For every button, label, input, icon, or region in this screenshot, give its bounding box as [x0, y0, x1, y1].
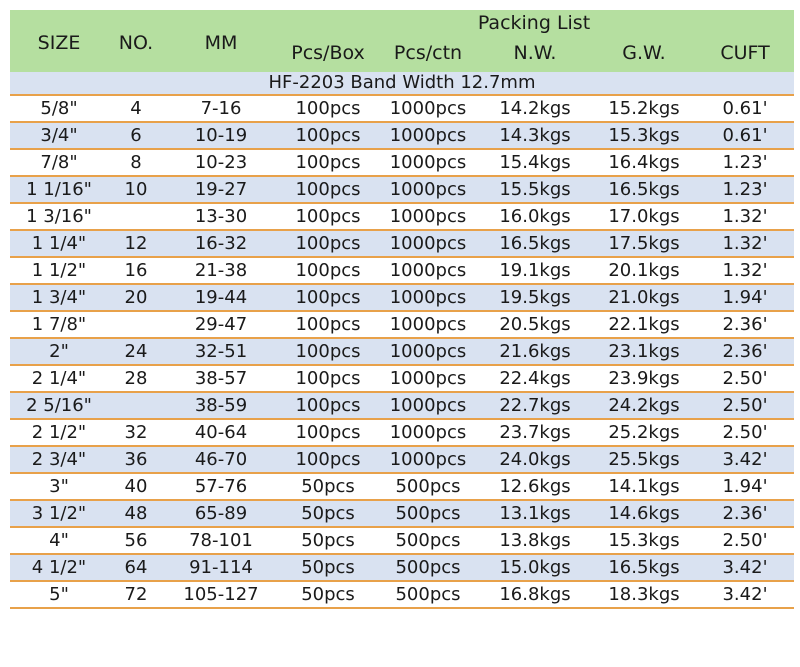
- cell-gw: 24.2kgs: [608, 395, 680, 416]
- cell-pcs-ctn: 1000pcs: [389, 422, 467, 443]
- cell-pcs-box: 50pcs: [301, 530, 355, 551]
- header-packing-list: Packing List: [477, 12, 591, 34]
- cell-size: 1 3/16": [26, 206, 92, 227]
- cell-pcs-ctn: 1000pcs: [389, 233, 467, 254]
- cell-size: 1 1/16": [26, 179, 92, 200]
- cell-nw: 16.5kgs: [499, 233, 571, 254]
- cell-no: 12: [124, 233, 148, 254]
- cell-nw: 14.2kgs: [499, 98, 571, 119]
- cell-mm: 19-27: [194, 179, 248, 200]
- cell-size: 4 1/2": [31, 557, 87, 578]
- cell-cuft: 0.61': [722, 125, 768, 146]
- table-row: [10, 501, 794, 526]
- cell-cuft: 1.23': [722, 179, 768, 200]
- cell-pcs-box: 100pcs: [295, 314, 361, 335]
- cell-pcs-ctn: 1000pcs: [389, 260, 467, 281]
- cell-size: 2 3/4": [31, 449, 87, 470]
- cell-gw: 16.4kgs: [608, 152, 680, 173]
- cell-no: [108, 204, 164, 229]
- table-row: [10, 150, 794, 175]
- cell-pcs-box: 50pcs: [301, 503, 355, 524]
- cell-no: 56: [124, 530, 148, 551]
- cell-pcs-ctn: 1000pcs: [389, 125, 467, 146]
- cell-nw: 12.6kgs: [499, 476, 571, 497]
- cell-nw: 14.3kgs: [499, 125, 571, 146]
- cell-pcs-ctn: 1000pcs: [389, 368, 467, 389]
- table-row: [10, 582, 794, 607]
- cell-nw: 20.5kgs: [499, 314, 571, 335]
- cell-cuft: 1.23': [722, 152, 768, 173]
- cell-pcs-box: 100pcs: [295, 449, 361, 470]
- cell-gw: 22.1kgs: [608, 314, 680, 335]
- cell-pcs-ctn: 500pcs: [395, 503, 461, 524]
- table-row: [10, 204, 794, 229]
- cell-nw: 16.0kgs: [499, 206, 571, 227]
- cell-gw: 25.5kgs: [608, 449, 680, 470]
- cell-nw: 15.4kgs: [499, 152, 571, 173]
- cell-nw: 24.0kgs: [499, 449, 571, 470]
- cell-size: 1 7/8": [31, 314, 87, 335]
- cell-cuft: 2.36': [722, 314, 768, 335]
- cell-size: 3 1/2": [31, 503, 87, 524]
- cell-size: 5/8": [40, 98, 78, 119]
- cell-gw: 17.5kgs: [608, 233, 680, 254]
- cell-pcs-box: 50pcs: [301, 557, 355, 578]
- cell-gw: 20.1kgs: [608, 260, 680, 281]
- table-body: [10, 96, 794, 609]
- cell-pcs-ctn: 1000pcs: [389, 179, 467, 200]
- cell-no: 36: [124, 449, 148, 470]
- cell-size: 1 1/4": [31, 233, 87, 254]
- cell-no: 48: [124, 503, 148, 524]
- table-row: [10, 366, 794, 391]
- cell-pcs-box: 100pcs: [295, 341, 361, 362]
- cell-pcs-box: 100pcs: [295, 260, 361, 281]
- header-no: NO.: [118, 32, 154, 54]
- table-row: [10, 555, 794, 580]
- cell-no: 6: [130, 125, 142, 146]
- cell-cuft: 1.94': [722, 287, 768, 308]
- cell-nw: 22.7kgs: [499, 395, 571, 416]
- cell-mm: 57-76: [194, 476, 248, 497]
- cell-no: 20: [124, 287, 148, 308]
- cell-no: 28: [124, 368, 148, 389]
- cell-cuft: 2.50': [722, 530, 768, 551]
- cell-mm: 19-44: [194, 287, 248, 308]
- cell-gw: 16.5kgs: [608, 557, 680, 578]
- cell-size: 7/8": [40, 152, 78, 173]
- cell-pcs-ctn: 1000pcs: [389, 314, 467, 335]
- table-row: [10, 393, 794, 418]
- cell-cuft: 2.50': [722, 422, 768, 443]
- cell-pcs-ctn: 500pcs: [395, 584, 461, 605]
- cell-nw: 16.8kgs: [499, 584, 571, 605]
- cell-nw: 15.5kgs: [499, 179, 571, 200]
- cell-mm: 32-51: [194, 341, 248, 362]
- cell-nw: 19.1kgs: [499, 260, 571, 281]
- cell-nw: 13.1kgs: [499, 503, 571, 524]
- cell-mm: 78-101: [189, 530, 253, 551]
- cell-size: 4": [49, 530, 69, 551]
- cell-pcs-box: 100pcs: [295, 152, 361, 173]
- cell-mm: 91-114: [189, 557, 253, 578]
- cell-no: 72: [124, 584, 148, 605]
- cell-no: 32: [124, 422, 148, 443]
- cell-pcs-ctn: 1000pcs: [389, 341, 467, 362]
- cell-cuft: 3.42': [722, 557, 768, 578]
- cell-cuft: 0.61': [722, 98, 768, 119]
- cell-pcs-ctn: 1000pcs: [389, 206, 467, 227]
- cell-no: 10: [124, 179, 148, 200]
- cell-pcs-box: 100pcs: [295, 125, 361, 146]
- cell-nw: 19.5kgs: [499, 287, 571, 308]
- cell-mm: 10-23: [194, 152, 248, 173]
- cell-no: 64: [124, 557, 148, 578]
- cell-size: 3": [49, 476, 69, 497]
- cell-pcs-ctn: 500pcs: [395, 530, 461, 551]
- cell-cuft: 2.36': [722, 503, 768, 524]
- cell-size: 2 1/2": [31, 422, 87, 443]
- header-cuft: CUFT: [720, 42, 770, 64]
- table-row: [10, 285, 794, 310]
- cell-cuft: 2.50': [722, 395, 768, 416]
- table-row: [10, 96, 794, 121]
- cell-pcs-ctn: 1000pcs: [389, 152, 467, 173]
- cell-gw: 23.9kgs: [608, 368, 680, 389]
- cell-gw: 23.1kgs: [608, 341, 680, 362]
- cell-mm: 46-70: [194, 449, 248, 470]
- table-row: [10, 258, 794, 283]
- cell-pcs-box: 100pcs: [295, 287, 361, 308]
- cell-mm: 21-38: [194, 260, 248, 281]
- cell-no: 16: [124, 260, 148, 281]
- cell-pcs-box: 50pcs: [301, 584, 355, 605]
- table-row: [10, 123, 794, 148]
- cell-no: 24: [124, 341, 148, 362]
- cell-size: 1 1/2": [31, 260, 87, 281]
- cell-mm: 10-19: [194, 125, 248, 146]
- cell-pcs-box: 100pcs: [295, 368, 361, 389]
- cell-gw: 15.3kgs: [608, 530, 680, 551]
- cell-nw: 22.4kgs: [499, 368, 571, 389]
- cell-cuft: 3.42': [722, 449, 768, 470]
- cell-pcs-box: 100pcs: [295, 422, 361, 443]
- cell-cuft: 2.50': [722, 368, 768, 389]
- cell-no: 4: [130, 98, 142, 119]
- cell-mm: 40-64: [194, 422, 248, 443]
- cell-pcs-box: 50pcs: [301, 476, 355, 497]
- cell-pcs-ctn: 1000pcs: [389, 395, 467, 416]
- cell-cuft: 2.36': [722, 341, 768, 362]
- cell-size: 1 3/4": [31, 287, 87, 308]
- cell-gw: 14.6kgs: [608, 503, 680, 524]
- model-band: HF-2203 Band Width 12.7mm: [10, 72, 794, 94]
- cell-gw: 16.5kgs: [608, 179, 680, 200]
- cell-gw: 21.0kgs: [608, 287, 680, 308]
- cell-nw: 15.0kgs: [499, 557, 571, 578]
- header-pcs-box: Pcs/Box: [291, 42, 365, 64]
- cell-cuft: 1.32': [722, 206, 768, 227]
- cell-mm: 105-127: [183, 584, 259, 605]
- table-row: [10, 312, 794, 337]
- cell-cuft: 1.94': [722, 476, 768, 497]
- header-nw: N.W.: [513, 42, 557, 64]
- cell-pcs-box: 100pcs: [295, 98, 361, 119]
- cell-mm: 7-16: [200, 98, 242, 119]
- cell-size: 2 1/4": [31, 368, 87, 389]
- cell-gw: 15.2kgs: [608, 98, 680, 119]
- header-pcs-ctn: Pcs/ctn: [393, 42, 463, 64]
- table-row: [10, 177, 794, 202]
- cell-gw: 17.0kgs: [608, 206, 680, 227]
- cell-size: 3/4": [40, 125, 78, 146]
- cell-pcs-box: 100pcs: [295, 395, 361, 416]
- cell-mm: 38-57: [194, 368, 248, 389]
- cell-cuft: 1.32': [722, 233, 768, 254]
- cell-mm: 38-59: [194, 395, 248, 416]
- cell-pcs-ctn: 1000pcs: [389, 449, 467, 470]
- cell-gw: 15.3kgs: [608, 125, 680, 146]
- cell-cuft: 1.32': [722, 260, 768, 281]
- cell-pcs-ctn: 1000pcs: [389, 98, 467, 119]
- packing-list-table: [10, 10, 794, 609]
- cell-pcs-box: 100pcs: [295, 179, 361, 200]
- cell-no: 8: [130, 152, 142, 173]
- cell-no: [108, 312, 164, 337]
- cell-mm: 13-30: [194, 206, 248, 227]
- header-mm: MM: [204, 32, 238, 54]
- table-row: [10, 339, 794, 364]
- table-row: [10, 447, 794, 472]
- cell-nw: 23.7kgs: [499, 422, 571, 443]
- table-row: [10, 528, 794, 553]
- cell-pcs-ctn: 1000pcs: [389, 287, 467, 308]
- cell-size: 2": [49, 341, 69, 362]
- cell-pcs-box: 100pcs: [295, 206, 361, 227]
- header-gw: G.W.: [622, 42, 666, 64]
- table-row: [10, 420, 794, 445]
- cell-mm: 65-89: [194, 503, 248, 524]
- table-row: [10, 231, 794, 256]
- header-size: SIZE: [37, 32, 81, 54]
- row-divider: [10, 607, 794, 609]
- cell-pcs-ctn: 500pcs: [395, 557, 461, 578]
- cell-pcs-ctn: 500pcs: [395, 476, 461, 497]
- cell-size: 2 5/16": [26, 395, 92, 416]
- cell-mm: 16-32: [194, 233, 248, 254]
- cell-pcs-box: 100pcs: [295, 233, 361, 254]
- cell-no: [108, 393, 164, 418]
- table-header: [10, 10, 794, 72]
- cell-size: 5": [49, 584, 69, 605]
- cell-mm: 29-47: [194, 314, 248, 335]
- cell-gw: 25.2kgs: [608, 422, 680, 443]
- cell-no: 40: [124, 476, 148, 497]
- cell-nw: 13.8kgs: [499, 530, 571, 551]
- table-row: [10, 474, 794, 499]
- cell-cuft: 3.42': [722, 584, 768, 605]
- cell-gw: 18.3kgs: [608, 584, 680, 605]
- cell-gw: 14.1kgs: [608, 476, 680, 497]
- cell-nw: 21.6kgs: [499, 341, 571, 362]
